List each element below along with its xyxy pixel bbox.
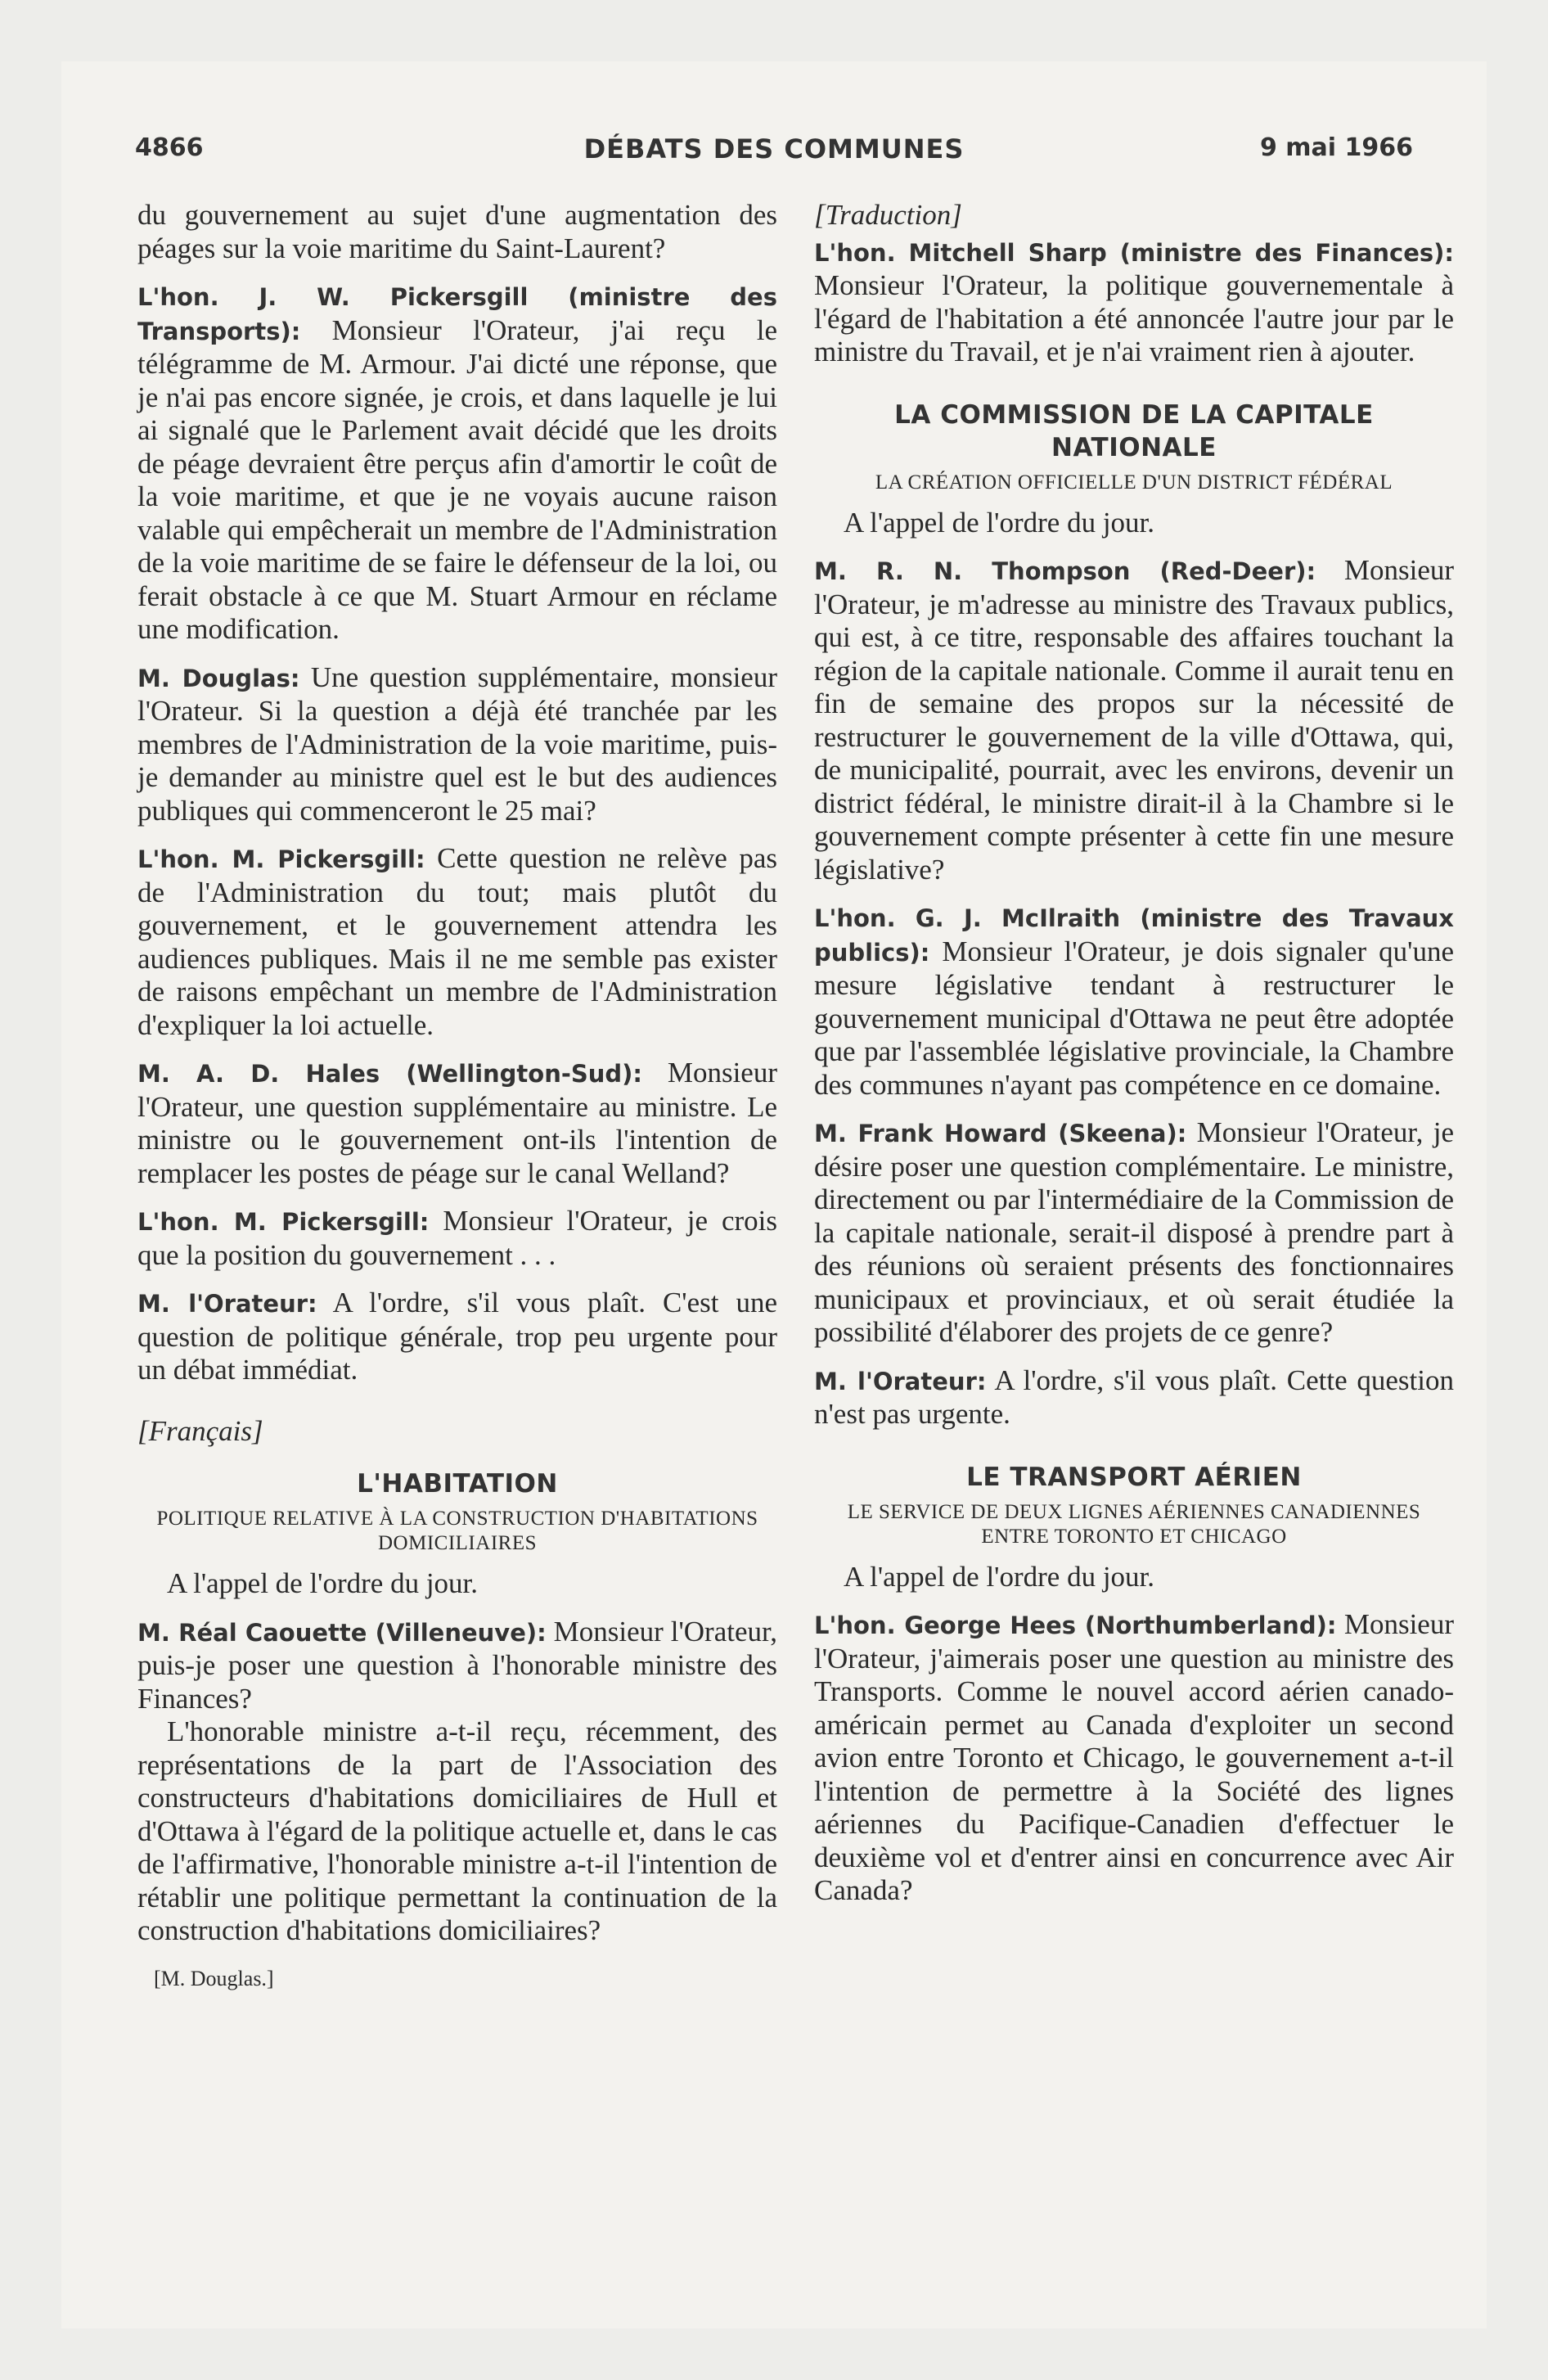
speech-text: Monsieur l'Orateur, je crois que la position du gouvernement . . . (137, 1205, 777, 1271)
speaker-name: M. Frank Howard (Skeena): (814, 1120, 1187, 1147)
paragraph (137, 280, 777, 647)
paragraph (137, 842, 777, 1042)
speaker-reference: [M. Douglas.] (154, 1966, 274, 1990)
speaker-name: L'hon. George Hees (Northumberland): (814, 1611, 1337, 1639)
speaker-name: L'hon. M. Pickersgill: (137, 1208, 430, 1236)
speaker-name: L'hon. M. Pickersgill: (137, 845, 425, 873)
speech-text: Cette question ne relève pas de l'Administration du tout; mais plutôt du gouvernement, et le gouvernement attendra les audiences publiques. Mais il ne me semble pas exister de raisons empêchant un membre de l'Administration d'expliquer la loi actuelle. (137, 842, 777, 1041)
page-title: DÉBATS DES COMMUNES (583, 133, 965, 165)
paragraph (814, 236, 1454, 369)
page-date: 9 mai 1966 (1259, 133, 1413, 162)
paragraph (814, 554, 1454, 886)
paragraph (814, 1364, 1454, 1431)
paragraph (137, 1616, 777, 1716)
language-note: [Français] (137, 1414, 263, 1447)
speech-text: A l'ordre, s'il vous plaît. Cette question n'est pas urgente. (814, 1364, 1455, 1430)
paragraph: du gouvernement au sujet d'une augmentation des péages sur la voie maritime du Saint-Laurent? (137, 199, 777, 264)
speech-text: Monsieur l'Orateur, la politique gouvernementale à l'égard de l'habitation a été annoncée l'autre jour par le ministre du Travail, et je n'ai vraiment rien à ajouter. (814, 269, 1454, 367)
speaker-name: L'hon. Mitchell Sharp (ministre des Finances): (814, 238, 1454, 267)
speaker-name: L'hon. G. J. McIlraith (ministre des Travaux publics): (814, 904, 1454, 967)
paragraph (814, 1116, 1454, 1350)
order-of-day: A l'appel de l'ordre du jour. (844, 506, 1155, 539)
section-subheading: POLITIQUE RELATIVE À LA CONSTRUCTION D'HABITATIONS DOMICILIAIRES (156, 1508, 758, 1554)
speaker-name: M. Réal Caouette (Villeneuve): (137, 1618, 547, 1647)
right-column (814, 199, 1454, 1922)
order-of-day: A l'appel de l'ordre du jour. (167, 1567, 479, 1599)
speaker-name: L'hon. J. W. Pickersgill (ministre des Transports): (137, 283, 777, 345)
order-of-day: A l'appel de l'ordre du jour. (844, 1560, 1155, 1593)
speech-text: Monsieur l'Orateur, je désire poser une question complémentaire. Le ministre, directement ou par l'intermédiaire de la Commission de la capitale nationale, serait-il disposé à prendre part à des réunions où seraient présents des fonctionnaires municipaux et provinciaux, et où serait étudiée la possibilité d'élaborer des projets de ce genre? (814, 1116, 1454, 1348)
paragraph (137, 1287, 777, 1387)
speech-text: Monsieur l'Orateur, puis-je poser une question à l'honorable ministre des Finances? (137, 1615, 777, 1715)
paragraph (814, 1608, 1454, 1908)
speech-text: Monsieur l'Orateur, une question supplémentaire au ministre. Le ministre ou le gouvernement ont-ils l'intention de remplacer les postes de péage sur le canal Welland? (137, 1057, 777, 1189)
speech-text: Monsieur l'Orateur, je dois signaler qu'une mesure législative tendant à restructurer le gouvernement municipal d'Ottawa ne peut être adoptée que par l'assemblée législative provinciale, la Chambre des communes n'ayant pas compétence en ce domaine. (814, 935, 1454, 1101)
speech-text: Monsieur l'Orateur, j'ai reçu le télégramme de M. Armour. J'ai dicté une réponse, que je n'ai pas encore signée, je crois, et dans laquelle je lui ai signalé que le Parlement avait décidé que les droits de péage devraient être perçus afin d'amortir le coût de la voie maritime, et que je ne voyais aucune raison valable qui empêcherait un membre de l'Administration de la voie maritime de se faire le défenseur de la loi, ou ferait obstacle à ce que M. Stuart Armour en réclame une modification. (137, 313, 777, 645)
paragraph (137, 661, 777, 828)
speaker-name: M. l'Orateur: (814, 1367, 987, 1395)
paragraph: L'honorable ministre a-t-il reçu, récemment, des représentations de la part de l'Association des constructeurs d'habitations domiciliaires de Hull et d'Ottawa à l'égard de la politique actuelle et, dans le cas de l'affirmative, l'honorable ministre a-t-il l'intention de rétablir une politique permettant la continuation de la construction d'habitations domiciliaires? (137, 1715, 777, 1946)
section-heading: LE TRANSPORT AÉRIEN (966, 1462, 1302, 1492)
left-column (137, 199, 777, 1995)
section-heading: L'HABITATION (357, 1469, 558, 1499)
speech-text: Une question supplémentaire, monsieur l'Orateur. Si la question a déjà été tranchée par les membres de l'Administration de la voie maritime, puis-je demander au ministre quel est le but des audiences publiques qui commenceront le 25 mai? (137, 660, 777, 827)
section-heading: LA COMMISSION DE LA CAPITALE NATIONALE (894, 399, 1374, 462)
language-note: [Traduction] (814, 199, 962, 231)
speaker-name: M. A. D. Hales (Wellington-Sud): (137, 1060, 643, 1088)
speech-text: Monsieur l'Orateur, je m'adresse au ministre des Travaux publics, qui est, à ce titre, responsable des affaires touchant la région de la capitale nationale. Comme il aurait tenu en fin de semaine des propos sur la nécessité de restructurer le gouvernement de la ville d'Ottawa, qui, de municipalité, pourrait, avec les environs, devenir un district fédéral, le ministre dirait-il à la Chambre si le gouvernement compte présenter à cette fin une mesure législative? (814, 554, 1455, 886)
page-number: 4866 (135, 133, 204, 162)
speaker-name: M. R. N. Thompson (Red-Deer): (814, 557, 1316, 585)
speech-text: Monsieur l'Orateur, j'aimerais poser une question au ministre des Transports. Comme le nouvel accord aérien canado-américain permet au Canada d'exploiter un second avion entre Toronto et Chicago, le gouvernement a-t-il l'intention de permettre à la Société des lignes aériennes du Pacifique-Canadien d'effectuer le deuxième vol et d'entrer ainsi en concurrence avec Air Canada? (814, 1608, 1454, 1906)
paragraph (137, 1057, 777, 1190)
paragraph (814, 901, 1454, 1102)
page-header (135, 133, 1413, 174)
section-subheading: LE SERVICE DE DEUX LIGNES AÉRIENNES CANADIENNES ENTRE TORONTO ET CHICAGO (847, 1500, 1421, 1548)
speaker-name: M. Douglas: (137, 664, 300, 692)
section-subheading: LA CRÉATION OFFICIELLE D'UN DISTRICT FÉDÉRAL (875, 471, 1393, 494)
speech-text: A l'ordre, s'il vous plaît. C'est une question de politique générale, trop peu urgente pour un débat immédiat. (137, 1287, 778, 1386)
speaker-name: M. l'Orateur: (137, 1290, 317, 1318)
page (61, 61, 1487, 2328)
paragraph (137, 1205, 777, 1272)
